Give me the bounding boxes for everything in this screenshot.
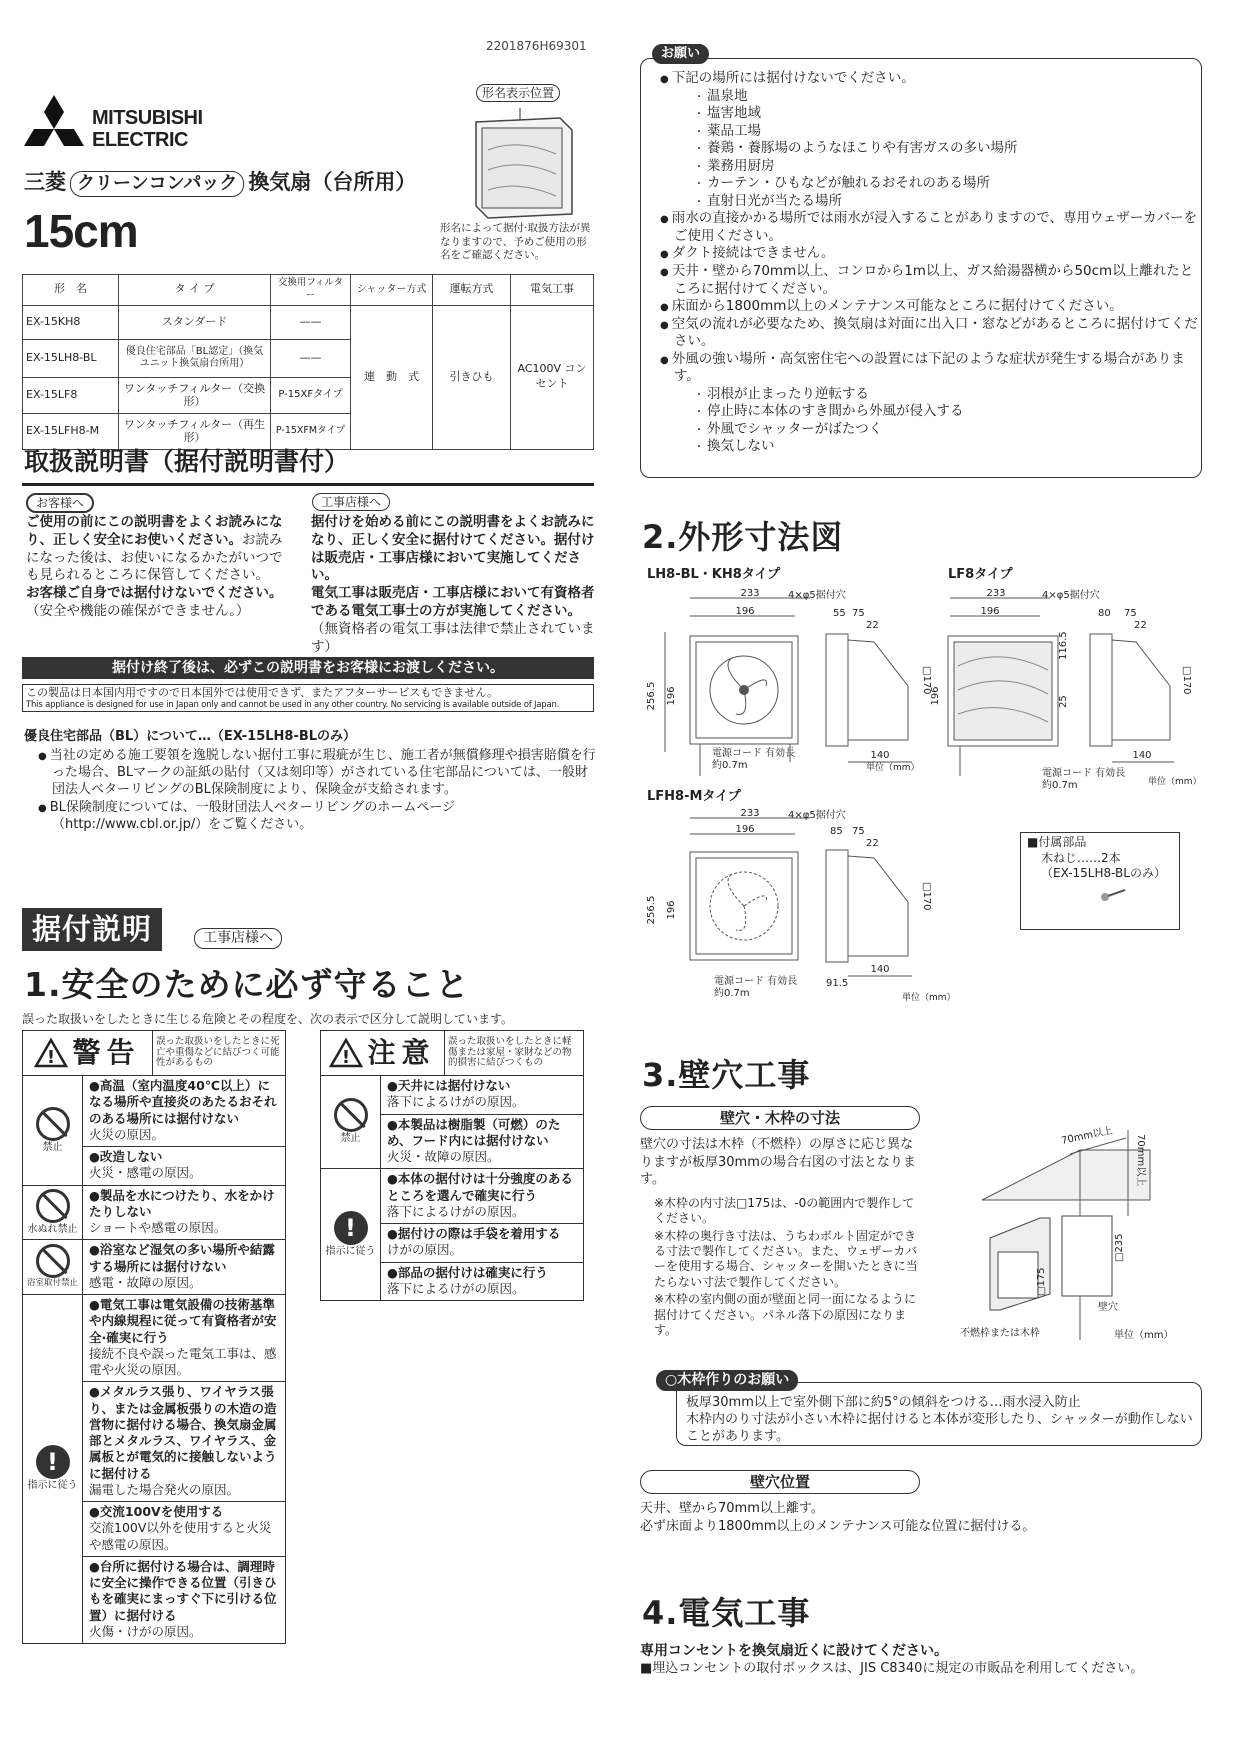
symptom-item: ・ 換気しない: [694, 438, 1200, 456]
wall-hole-label: 壁穴: [1098, 1302, 1118, 1313]
unit-lh: 単位（mm）: [866, 763, 920, 773]
item-bold: 据付けの際は手袋を着用する: [397, 1226, 561, 1241]
warning-item: ●浴室など湿気の多い場所や結露する場所には据付けない 感電・故障の原因。: [89, 1242, 275, 1290]
maker: 三菱: [24, 170, 66, 194]
parts-line2: （EX-15LH8-BLのみ）: [1041, 866, 1166, 881]
contractor-text2: 電気工事は販売店・工事店様において有資格者である電気工事士の方が実施してください。: [311, 585, 595, 620]
dim-170: □170: [1181, 666, 1192, 695]
no-water-icon: [36, 1189, 70, 1223]
caution-item: ●据付けの際は手袋を着用する けがの原因。: [381, 1224, 583, 1263]
icon-caption: 水ぬれ禁止: [27, 1223, 78, 1235]
table-row: [23, 305, 594, 339]
place-item: ・ 直射日光が当たる場所: [694, 193, 1200, 211]
caution-item: ●部品の据付けは確実に行う 落下によるけがの原因。: [387, 1264, 548, 1296]
place-item: ・ 養鶏・養豚場のようなほこりや有害ガスの多い場所: [694, 140, 1200, 158]
item-bold: 電気工事は電気設備の技術基準や内線規程に従って有資格者が安全·確実に行う: [89, 1297, 277, 1345]
dim-116: 116.5: [1058, 631, 1069, 660]
warning-item: ●改造しない 火災・感電の原因。: [89, 1149, 202, 1181]
place-item: ・ 業務用厨房: [694, 158, 1200, 176]
item-note: 落下によるけがの原因。: [387, 1094, 525, 1110]
row-model: EX-15KH8: [23, 305, 119, 339]
warning-label: 警告: [72, 1036, 141, 1070]
request-content: [660, 70, 1200, 456]
caution-box: [320, 1030, 584, 1301]
warning-item: ●電気工事は電気設備の技術基準や内線規程に従って有資格者が安全·確実に行う 接続不良や誤った電気工事は、感電や火災の原因。: [83, 1295, 285, 1382]
dim-256: 256.5: [646, 895, 657, 925]
request-item-text: 外風の強い場所・高気密住宅への設置には下記のような症状が発生する場合があります。: [671, 350, 1185, 385]
customer-text: [26, 514, 294, 621]
row-filter: ——: [271, 305, 351, 339]
dim-85: 85: [830, 826, 843, 837]
symptom-item: ・ 羽根が止まったり逆転する: [694, 386, 1200, 404]
japan-only-jp: この製品は日本国内用ですので日本国外では使用できず、またアフターサービスもできません。: [26, 686, 499, 699]
wood-tag: ○木枠作りのお願い: [656, 1370, 798, 1391]
spec-table: [22, 274, 594, 450]
electric-value: AC100V コンセント: [511, 305, 594, 449]
dim-233: 233: [986, 588, 1006, 599]
cord-note-lh: 電源コード 有効長約0.7m: [712, 748, 796, 771]
unit-lfh: 単位（mm）: [902, 993, 956, 1003]
dim-233: 233: [740, 588, 760, 599]
sec3-sub2: 壁穴位置: [640, 1470, 920, 1494]
warning-item: ●高温（室内温度40℃以上）になる場所や直接炎のあたるおそれのある場所には据付けない 火災の原因。: [83, 1076, 285, 1147]
dim-h196: 196: [666, 900, 677, 920]
lh-title: LH8-BL・KH8タイプ: [647, 567, 781, 582]
row-type: スタンダード: [119, 305, 271, 339]
col-filter: 交換用フィルター: [271, 275, 351, 306]
wall-frame-diagram: [950, 1120, 1210, 1350]
warning-item: ●メタルラス張り、ワイヤラス張り、または金属板張りの木造の造営物に据付ける場合、換気扇金属部とメタルラス、ワイヤラス、金属板とが電気的に接触しないように据付ける 漏電した場合発火の原因。: [83, 1382, 285, 1502]
brand-name: [92, 108, 203, 150]
wall-position-line2: 必ず床面より1800mm以上のメンテナンス可能な位置に据付ける。: [640, 1518, 1036, 1534]
caution-items: [381, 1076, 583, 1168]
brand-line2: ELECTRIC: [92, 129, 188, 151]
bath-icon-cell: [23, 1240, 83, 1294]
dim-235: □235: [1114, 1233, 1125, 1262]
parts-line1: 木ねじ……2本: [1041, 850, 1121, 865]
wood-line1: 板厚30mm以上で室外側下部に約5°の傾斜をつける…雨水浸入防止: [686, 1395, 1081, 1410]
row-type: ワンタッチフィルター（交換形）: [119, 377, 271, 413]
diagram-lf: [930, 586, 1210, 776]
dim-140: 140: [1132, 750, 1152, 761]
sec3-notes: [654, 1196, 926, 1338]
warning-group-instruction: [23, 1294, 285, 1643]
warning-group-prohibit: [23, 1075, 285, 1185]
model-label-tag: 形名表示位置: [476, 84, 560, 102]
unit-lf: 単位（mm）: [1148, 777, 1202, 787]
customer-tag: お客様へ: [26, 493, 94, 513]
dim-22: 22: [1134, 620, 1147, 631]
dim-holes: 4×φ5据付穴: [788, 590, 846, 601]
contractor-text: [311, 514, 595, 657]
operation-value: 引きひも: [433, 305, 511, 449]
warning-items: [83, 1240, 285, 1294]
contractor-text1: 据付けを始める前にこの説明書をよくお読みになり、正しく安全に据付けてください。据付けは販売店・工事店様において実施してください。: [311, 514, 595, 584]
dim-75: 75: [852, 608, 865, 619]
request-tag: お願い: [652, 44, 709, 64]
sec3-note: ※木枠の奥行き寸法は、うちわボルト固定ができる寸法で製作してください。また、ウェザーカバーを使用する場合、シャッターを開いたときに当たらない寸法で製作してください。: [654, 1228, 918, 1289]
place-item: ・ 塩害地域: [694, 105, 1200, 123]
item-bold: 交流100Vを使用する: [99, 1504, 224, 1519]
wood-text: [686, 1394, 1194, 1445]
brand-line1: MITSUBISHI: [92, 107, 203, 129]
no-bathroom-icon: [36, 1244, 70, 1278]
dim-70-vertical: 70mm以上: [1135, 1134, 1146, 1187]
dim-140: 140: [870, 750, 890, 761]
item-note: 落下によるけがの原因。: [387, 1280, 525, 1296]
sec4-note: ■埋込コンセントの取付ボックスは、JIS C8340に規定の市販品を利用してください。: [640, 1661, 1144, 1676]
warning-label-box: [23, 1031, 153, 1075]
handover-bar: 据付け終了後は、必ずこの説明書をお客様にお渡しください。: [22, 657, 594, 679]
request-item: ● ダクト接続はできません。: [660, 245, 1200, 263]
dim-196: 196: [735, 824, 755, 835]
warning-header: [23, 1031, 285, 1075]
warning-item: ●製品を水につけたり、水をかけたりしない ショートや感電の原因。: [89, 1187, 275, 1235]
warning-group-water: [23, 1185, 285, 1240]
symptom-item: ・ 外風でシャッターがばたつく: [694, 421, 1200, 439]
item-note: 感電・故障の原因。: [89, 1274, 202, 1290]
item-note: 漏電した場合発火の原因。: [89, 1481, 240, 1497]
col-electric: 電気工事: [511, 275, 594, 306]
customer-text4: （安全や機能の確保ができません。）: [26, 603, 250, 620]
dim-140: 140: [870, 964, 890, 975]
caution-group-prohibit: [321, 1075, 583, 1168]
caution-desc: 誤った取扱いをしたときに軽傷または家屋・家財などの物的損害に結びつくもの: [448, 1035, 572, 1069]
prohibit-icon-cell: [23, 1076, 83, 1185]
row-type: ワンタッチフィルター（再生形）: [119, 413, 271, 449]
parts-title: ■付属部品: [1027, 835, 1087, 849]
product-line: [24, 168, 416, 197]
col-model: 形 名: [23, 275, 119, 306]
icon-caption: 禁止: [42, 1141, 63, 1153]
warning-items: [83, 1076, 285, 1185]
symptom-item: ・ 停止時に本体のすき間から外風が侵入する: [694, 403, 1200, 421]
dim-75: 75: [852, 826, 865, 837]
cord-note-lf: 電源コード 有効長約0.7m: [1042, 768, 1126, 791]
customer-text2: お読みになった後は、お使いになるかたがいつでも見られるところに保管してください。: [26, 531, 283, 584]
item-bold: メタルラス張り、ワイヤラス張り、または金属板張りの木造の造営物に据付ける場合、換気扇金属部とメタルラス、ワイヤラス、金属板とが電気的に接触しないように据付ける: [89, 1384, 277, 1481]
warning-item: ●交流100Vを使用する 交流100V以外を使用すると火災や感電の原因。: [83, 1502, 285, 1557]
item-note: 交流100V以外を使用すると火災や感電の原因。: [89, 1520, 272, 1552]
row-model: EX-15LH8-BL: [23, 339, 119, 377]
warning-box: [22, 1030, 286, 1644]
lf-title: LF8タイプ: [948, 567, 1013, 582]
instruction-icon-cell: [321, 1169, 381, 1300]
warning-item: ●台所に据付ける場合は、調理時に安全に操作できる位置（引きひもを確実にまっすぐ下に引ける位置）に据付ける 火傷・けがの原因。: [89, 1558, 277, 1639]
wall-position-line1: 天井、壁から70mm以上離す。: [640, 1501, 824, 1516]
three-diamonds-icon: [24, 95, 84, 153]
mitsubishi-logo: [24, 95, 84, 155]
document-code: 2201876H69301: [486, 39, 587, 53]
row-filter: P-15XFMタイプ: [271, 413, 351, 449]
dim-holes: 4×φ5据付穴: [788, 810, 846, 821]
row-filter: P-15XFタイプ: [271, 377, 351, 413]
caution-item: ●本製品は樹脂製（可燃）のため、フード内には据付けない 火災・故障の原因。: [387, 1116, 561, 1164]
series-label: クリーンコンパック: [77, 173, 238, 194]
caution-item: ●天井には据付けない 落下によるけがの原因。: [381, 1076, 583, 1115]
warning-desc: 誤った取扱いをしたときに死亡や重傷などに結びつく可能性があるもの: [156, 1035, 280, 1069]
sec3-title: 3.壁穴工事: [642, 1056, 811, 1094]
place-item: ・ 薬品工場: [694, 123, 1200, 141]
sec1-intro: 誤った取扱いをしたときに生じる危険とその程度を、次の表示で区分して説明しています。: [22, 1012, 514, 1026]
place-item: ・ カーテン・ひもなどが触れるおそれのある場所: [694, 175, 1200, 193]
screw-icon: [1099, 888, 1129, 902]
dim-22: 22: [866, 620, 879, 631]
item-note: ショートや感電の原因。: [89, 1220, 227, 1235]
dim-h196: 196: [930, 686, 941, 706]
instruction-icon: !: [334, 1211, 368, 1245]
customer-text1: ご使用の前にこの説明書をよくお読みになり、正しく安全にお使いください。: [26, 514, 283, 548]
caution-header: [321, 1031, 583, 1075]
series-pill: [70, 171, 244, 197]
sec3-note: ※木枠の内寸法□175は、-0の範囲内で製作してください。: [654, 1196, 915, 1226]
col-operation: 運転方式: [433, 275, 511, 306]
dim-22: 22: [866, 838, 879, 849]
caution-group-instruction: [321, 1168, 583, 1300]
sec3-text: 壁穴の寸法は木枠（不燃枠）の厚さに応じ異なりますが板厚30mmの場合右図の寸法となります。: [640, 1137, 916, 1188]
icon-caption: 禁止: [340, 1133, 361, 1145]
caution-item: ●本体の据付けは十分強度のあるところを選んで確実に行う 落下によるけがの原因。: [381, 1169, 583, 1224]
spec-header-row: [23, 275, 594, 306]
item-note: 接続不良や誤った電気工事は、感電や火災の原因。: [89, 1345, 277, 1377]
request-item: ● 空気の流れが必要なため、換気扇は対面に出入口・窓などがあるところに据付けてください。: [660, 316, 1200, 351]
sec4-bold: 専用コンセントを換気扇近くに設けてください。: [640, 1643, 948, 1659]
cord-note-lfh: 電源コード 有効長約0.7m: [714, 976, 798, 999]
title-rule: [22, 483, 594, 486]
caution-label: 注意: [367, 1036, 436, 1070]
request-item: [660, 351, 1200, 456]
lfh-title: LFH8-Mタイプ: [647, 789, 741, 804]
item-bold: 天井には据付けない: [397, 1078, 511, 1093]
caution-triangle-icon: [329, 1038, 363, 1068]
japan-only-en: This appliance is designed for use in Japan only and cannot be used in any other country. No servicing is available outside of Japan.: [26, 699, 560, 710]
sec4-title: 4.電気工事: [642, 1594, 811, 1632]
water-icon-cell: [23, 1186, 83, 1240]
dim-91: 91.5: [826, 978, 849, 989]
icon-caption: 浴室取付禁止: [26, 1278, 78, 1289]
icon-caption: 指示に従う: [27, 1480, 78, 1492]
dim-196: 196: [735, 606, 755, 617]
col-type: タ イ プ: [119, 275, 271, 306]
item-note: 火災・感電の原因。: [89, 1165, 202, 1181]
request-item: ● 雨水の直接かかる場所では雨水が浸入することがありますので、専用ウェザーカバーをご使用ください。: [660, 210, 1200, 245]
dim-55: 55: [833, 608, 846, 619]
col-shutter: シャッター方式: [351, 275, 433, 306]
product-size: 15cm: [24, 205, 138, 257]
prohibit-icon: [36, 1107, 70, 1141]
dim-170: □170: [921, 882, 932, 911]
diagram-lfh: [640, 806, 940, 996]
request-item: ● 天井・壁から70mm以上、コンロから1m以上、ガス給湯器横から50cm以上離れたところに据付けてください。: [660, 263, 1200, 298]
warning-items: [83, 1186, 285, 1240]
bl-item: ● 当社の定める施工要領を逸脱しない据付工事に瑕疵が生じ、施工者が無償修理や損害賠償を行った場合、BLマークの証紙の貼付（又は刻印等）がされている住宅部品については、一般財団法人ベターリビングのBL保険制度により、保険金が支給されます。: [38, 747, 596, 798]
bl-title: 優良住宅部品（BL）について…（EX-15LH8-BLのみ）: [24, 729, 357, 744]
prohibit-icon-cell: [321, 1076, 381, 1168]
wood-line2: 木枠内のり寸法が小さい木枠に据付けると本体が変形したり、シャッターが動作しないことがあります。: [686, 1412, 1193, 1445]
accessory-box: [1020, 832, 1180, 930]
svg-text:!: !: [47, 1047, 56, 1068]
install-tag: 工事店様へ: [194, 928, 282, 949]
caution-label-box: [321, 1031, 445, 1075]
customer-text3: お客様ご自身では据付けないでください。: [26, 585, 283, 602]
instruction-icon-cell: [23, 1295, 83, 1643]
bl-item: ● BL保険制度については、一般財団法人ベターリビングのホームページ（http://www.cbl.or.jp/）をご覧ください。: [38, 799, 596, 833]
unit-label: 単位（mm）: [1114, 1330, 1174, 1341]
dim-holes: 4×φ5据付穴: [1042, 590, 1100, 601]
contractor-text3: （無資格者の電気工事は法律で禁止されています）: [311, 620, 595, 655]
contractor-tag: 工事店様へ: [312, 493, 390, 511]
item-bold: 改造しない: [99, 1149, 163, 1164]
manual-title: 取扱説明書（据付説明書付）: [24, 447, 350, 476]
sec2-title: 2.外形寸法図: [642, 518, 844, 556]
item-note: 落下によるけがの原因。: [387, 1203, 525, 1219]
model-note: 形名によって据付·取扱方法が異なりますので、予めご使用の形名をご確認ください。: [440, 222, 591, 262]
item-note: 火災・故障の原因。: [387, 1149, 500, 1164]
item-bold: 本体の据付けは十分強度のあるところを選んで確実に行う: [387, 1171, 573, 1203]
bl-section: [24, 728, 596, 833]
icon-caption: 指示に従う: [325, 1245, 376, 1257]
dim-233: 233: [740, 808, 760, 819]
request-item: ● 床面から1800mm以上のメンテナンス可能なところに据付けてください。: [660, 298, 1200, 316]
sec3-sub1: 壁穴・木枠の寸法: [640, 1106, 920, 1130]
item-bold: 台所に据付ける場合は、調理時に安全に操作できる位置（引きひもを確実にまっすぐ下に引ける位置）に据付ける: [89, 1558, 277, 1623]
row-type: 優良住宅部品「BL認定」（換気ユニット換気扇台所用）: [119, 339, 271, 377]
dim-256: 256.5: [646, 681, 657, 711]
instruction-icon: !: [36, 1445, 70, 1479]
japan-only-box: [22, 684, 594, 712]
product-name: 換気扇（台所用）: [248, 170, 417, 194]
item-bold: 本製品は樹脂製（可燃）のため、フード内には据付けない: [387, 1116, 561, 1148]
product-illustration: [468, 110, 578, 228]
warning-group-bath: [23, 1239, 285, 1294]
warning-items: [83, 1295, 285, 1643]
item-bold: 製品を水につけたり、水をかけたりしない: [89, 1187, 275, 1219]
dim-80: 80: [1098, 608, 1111, 619]
dim-175: □175: [1036, 1267, 1047, 1296]
dim-170: □170: [921, 666, 932, 695]
warning-triangle-icon: [34, 1038, 68, 1068]
item-bold: 部品の据付けは確実に行う: [397, 1264, 548, 1280]
prohibit-icon: [334, 1098, 368, 1132]
dim-196: 196: [980, 606, 1000, 617]
row-filter: ——: [271, 339, 351, 377]
item-bold: 浴室など湿気の多い場所や結露する場所には据付けない: [89, 1242, 275, 1274]
dim-70-horizontal: 70mm以上: [1060, 1125, 1114, 1147]
row-model: EX-15LFH8-M: [23, 413, 119, 449]
item-bold: 高温（室内温度40℃以上）になる場所や直接炎のあたるおそれのある場所には据付けない: [89, 1078, 277, 1126]
request-intro-text: 下記の場所には据付けないでください。: [671, 70, 915, 86]
item-note: けがの原因。: [387, 1242, 463, 1258]
dim-h196: 196: [666, 686, 677, 706]
dim-75: 75: [1124, 608, 1137, 619]
install-heading: 据付説明: [22, 908, 162, 951]
frame-label: 不燃枠または木枠: [960, 1328, 1040, 1339]
request-intro: [660, 70, 1200, 210]
place-item: ・ 温泉地: [694, 88, 1200, 106]
caution-items: [381, 1169, 583, 1300]
shutter-value: 連 動 式: [351, 305, 433, 449]
item-note: 火傷・けがの原因。: [89, 1623, 202, 1639]
sec3-note: ※木枠の室内側の面が壁面と同一面になるように据付けてください。パネル落下の原因になります。: [654, 1292, 917, 1337]
wall-position: [640, 1500, 1200, 1535]
svg-text:!: !: [342, 1047, 351, 1068]
row-model: EX-15LF8: [23, 377, 119, 413]
item-note: 火災の原因。: [89, 1126, 165, 1142]
sec1-title: 1.安全のために必ず守ること: [24, 965, 470, 1004]
dim-25: 25: [1058, 695, 1069, 708]
